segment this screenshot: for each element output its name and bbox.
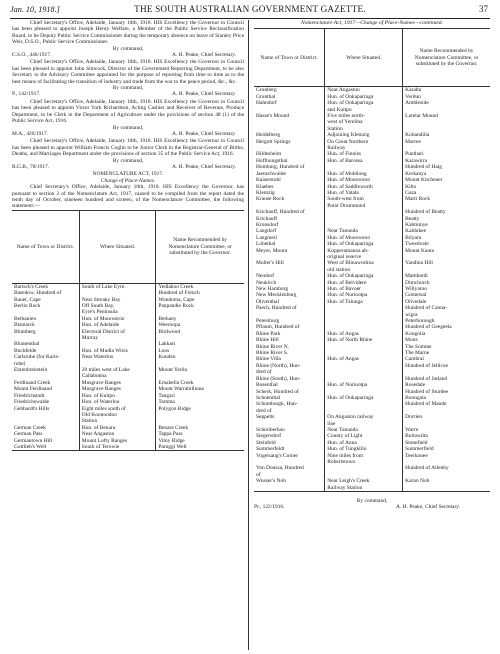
new-name-cell: Dorrien	[403, 414, 490, 420]
column-header-situated: Where Situated.	[325, 29, 403, 87]
situated-cell: Hun. of Moorooroo	[325, 177, 403, 183]
new-name-cell: Yandina Hill	[403, 260, 490, 266]
old-name-cell: Grunthal	[256, 93, 276, 100]
situated-cell: Railway Station	[325, 485, 403, 492]
situated-cell: Eyre's Peninsula	[79, 309, 156, 315]
new-name-cell: The Marne	[403, 350, 490, 356]
old-name-cell: German Pass	[14, 431, 43, 438]
new-name-cell: Benara Creek	[156, 425, 244, 431]
old-name-cell: Grunberg	[256, 87, 277, 94]
notice-reference: M.A., 420/1917.	[12, 130, 49, 137]
new-name-cell: Marree	[403, 139, 490, 145]
old-name-cell: Rhine Park	[256, 330, 281, 337]
new-name-cell: Mount Kauto	[403, 248, 490, 254]
continued-heading: Nomenclature Act, 1917—Change of Place-Names—continued.	[301, 20, 443, 26]
old-name-cell: Ferdinand Creek	[14, 379, 51, 386]
situated-cell: Hun. of Onkaparinga	[325, 100, 403, 106]
old-name-cell: Hasse's Mound	[256, 113, 290, 120]
old-name-cell: Buchfelde	[14, 347, 37, 354]
new-name-cell: Hundred of Geegeela	[403, 324, 490, 330]
old-name-cell: Bartsch's Creek	[14, 283, 49, 290]
closing-reference: Pr., 122/1916.	[254, 504, 285, 511]
new-name-cell: Mons	[403, 337, 490, 343]
old-name-cell: Ehrenbreitstein	[14, 367, 48, 374]
situated-cell: Hun. of Yatala	[325, 190, 403, 196]
new-name-cell: Verdun	[403, 94, 490, 100]
new-name-cell: Hundred of Jellicoe	[403, 363, 490, 369]
old-name-cell: New Hamburg	[256, 286, 289, 292]
situated-cell: Railway	[325, 145, 403, 151]
new-name-cell: Teerkonee	[403, 453, 490, 459]
new-name-cell: Gaza	[403, 190, 490, 196]
situated-cell: Near Tanunda	[325, 228, 403, 234]
new-name-cell: Vimy Ridge	[156, 438, 244, 444]
old-name-cell: Mount Ferdinand	[14, 386, 52, 393]
new-name-cell: Cambrai	[403, 356, 490, 362]
notice-signature	[12, 131, 244, 137]
situated-cell: Station	[79, 418, 156, 424]
old-name-cell: Rhine Hill	[256, 337, 279, 344]
notice-by-command: By command,	[112, 157, 144, 164]
new-name-cell: Larelar Mound	[403, 113, 490, 119]
old-name-cell: Schreiberhau	[256, 426, 285, 433]
old-name-cell: Lobethal	[256, 241, 276, 248]
old-name-cell: Germantown Hill	[14, 437, 53, 444]
situated-cell: Near Angaston	[325, 87, 403, 94]
old-name-cell: Langdorf	[256, 228, 277, 235]
old-name-cell: New Mecklenburg	[256, 292, 297, 299]
new-name-cell: Parnggi Well	[156, 444, 244, 451]
old-name-cell	[254, 485, 325, 492]
new-name-cell: Bilyara	[403, 235, 490, 241]
new-name-cell: Hundred of Sturdee	[403, 389, 490, 395]
old-name-cell: Krichauff	[256, 215, 278, 222]
table-row	[12, 444, 244, 451]
situated-cell: Hun. of Waterloo	[79, 399, 156, 405]
new-name-cell: Willyaroo	[403, 286, 490, 292]
header-page-number: 37	[479, 4, 488, 14]
old-name-cell: Krichauff, Hundred of	[256, 209, 305, 216]
notice-reference: P., 142/1917.	[12, 91, 41, 98]
new-name-cell: Weeroopa	[156, 322, 244, 328]
notice	[12, 99, 244, 137]
situated-cell: South of Terowie	[79, 444, 156, 451]
situated-cell: Robertstown	[325, 459, 403, 465]
column-header-new-name: Name Recommended by Nomenclature Committee, or substituted by the Governor.	[156, 210, 244, 283]
nomenclature-title: NOMENCLATURE ACT, 1917.	[92, 171, 164, 178]
right-column	[254, 20, 490, 511]
new-name-cell: Kobandilla	[403, 132, 490, 138]
old-name-cell: dred of	[256, 407, 272, 414]
old-name-cell: Schomburgk, Hun-	[256, 401, 298, 408]
old-name-cell: Oliventhal	[256, 298, 279, 305]
new-name-cell: Tappa Pass	[156, 431, 244, 437]
new-name-cell: Hundred of Haig	[403, 164, 490, 170]
situated-cell: Hun. of Saddleworth	[325, 184, 403, 190]
situated-cell: west of Yerelina	[325, 119, 403, 125]
old-name-cell: Berlin Rock	[14, 303, 41, 309]
situated-cell: Musgrave Ranges	[79, 380, 156, 386]
new-name-cell: Marti Rock	[403, 196, 490, 202]
new-name-cell: Wondoma, Cape	[156, 297, 244, 303]
old-name-cell: Rhine River N.	[256, 343, 290, 350]
new-name-cell: Ambleside	[403, 100, 490, 106]
new-name-cell: Dimchurch	[403, 280, 490, 286]
notice-signer: A. H. Peake, Chief Secretary.	[172, 163, 236, 170]
situated-cell: Near Waterloo	[79, 354, 156, 360]
notice-signer: A. H. Peake, Chief Secretary.	[172, 52, 236, 59]
situated-cell: Hun. of Onkaparinga	[325, 273, 403, 279]
situated-cell: Callabonna	[79, 373, 156, 379]
old-name-cell: Muller's Hill	[256, 260, 284, 267]
situated-cell: and Kuitpo	[325, 107, 403, 113]
notice-signature	[12, 91, 244, 97]
new-name-cell: Mount Yerila	[156, 367, 244, 373]
situated-cell: Murray	[79, 335, 156, 341]
situated-cell: line	[325, 421, 403, 427]
header-title: THE SOUTH AUSTRALIAN GOVERNMENT GAZETTE.	[134, 4, 366, 14]
closing-signer: A. H. Peake, Chief Secretary.	[396, 504, 460, 511]
new-name-cell: Mount Warrabillinna	[156, 386, 244, 392]
notice-by-command: By command,	[112, 45, 144, 52]
situated-cell: Hun. of Barossa	[325, 158, 403, 164]
old-name-cell: Kronsdorf	[256, 221, 279, 228]
situated-cell: Hun. of Moorooroo	[79, 316, 156, 322]
situated-cell: County of Light	[325, 433, 403, 439]
new-name-cell: Warre	[403, 427, 490, 433]
new-name-cell: Yedlakoo Creek	[156, 283, 244, 290]
new-name-cell: Hundred of Canna-	[403, 305, 490, 311]
new-name-cell: Karalta	[403, 87, 490, 94]
situated-cell: Mount Lofty Ranges	[79, 438, 156, 444]
situated-cell: On Great Northern	[325, 139, 403, 145]
left-column	[12, 20, 244, 451]
old-name-cell: Jaenschwalde	[256, 170, 286, 177]
situated-cell: Hun. of Tungkillo	[325, 446, 403, 452]
column-divider	[248, 20, 249, 650]
notice-text: Chief Secretary's Office, Adelaide, January 10th, 1918. HIS Excellency the Governor in Council has been pleased to appoint William Francis Coglin to be Junior Clerk in the Registrar-General of Births, Deaths, and Marriages Department under the provisions of section 35 of the Public Service Act, 1916.	[12, 138, 244, 158]
old-name-cell: Bismarck	[14, 322, 35, 329]
new-name-cell: Tangari	[156, 393, 244, 399]
situated-cell: Nine miles from	[325, 453, 403, 459]
situated-cell: Adjoining Klemzig	[325, 132, 403, 138]
situated-cell: Hun. of Onkaparinga	[325, 94, 403, 100]
old-name-cell: Carlsruhe (for Karls-	[14, 354, 60, 361]
old-name-cell: Blumenthal	[14, 341, 40, 348]
old-name-cell: Wusser's Nob	[256, 478, 286, 485]
new-name-cell: Lakkari	[156, 341, 244, 347]
new-name-cell: Karawirra	[403, 158, 490, 164]
old-name-cell: Rosenthal	[256, 382, 278, 389]
situated-cell: Hun. of Nuriootpa	[325, 292, 403, 298]
situated-cell: On Angaston railway	[325, 414, 403, 420]
notice-signer: A. H. Peake, Chief Secretary.	[172, 130, 236, 137]
new-name-cell: wigra	[403, 312, 490, 318]
situated-cell: Hun. of Moorooroo	[325, 235, 403, 241]
old-name-cell: Klaebes	[256, 183, 274, 190]
old-name-cell: Schoenthal	[256, 394, 281, 401]
old-name-cell: Seppelts	[256, 414, 275, 421]
situated-cell: South-west from	[325, 196, 403, 202]
old-name-cell: Steinfeld	[256, 439, 276, 446]
situated-cell: Off South Bay,	[79, 303, 156, 309]
situated-cell: original reserve	[325, 254, 403, 260]
situated-cell: Hun. of Mobilong	[325, 171, 403, 177]
new-name-cell: Beatty	[403, 216, 490, 222]
situated-cell: Hun. of Kuitpo	[79, 393, 156, 399]
old-name-cell: Vogelsang's Corner	[256, 452, 299, 459]
old-name-cell: Rhine Villa	[256, 356, 281, 363]
closing-signature	[254, 504, 490, 510]
old-name-cell: Rhine (South), Hun-	[256, 375, 301, 382]
old-name-cell: Langmeil	[256, 234, 277, 241]
old-name-cell: Petersburg	[256, 318, 280, 325]
situated-cell: Station	[325, 126, 403, 132]
old-name-cell: ruhe)	[14, 360, 26, 367]
old-name-cell: Friedrichswalde	[14, 399, 50, 406]
old-name-cell: Rhine River S.	[256, 350, 289, 357]
new-name-cell: Panpandie Rock	[156, 303, 244, 309]
notice-reference: C.S.O., 446/1917.	[12, 52, 52, 59]
old-name-cell: Heidelberg	[256, 132, 281, 139]
place-names-table-left	[12, 210, 244, 452]
old-name-cell: Bethanien	[14, 315, 37, 322]
new-name-cell: Kabminye	[403, 222, 490, 228]
situated-cell: Hun. of Onkaparinga	[325, 241, 403, 247]
situated-cell: Five miles north-	[325, 113, 403, 119]
new-name-cell: Olivedale	[403, 299, 490, 305]
situated-cell: Musgrave Ranges	[79, 386, 156, 392]
old-name-cell: Rhine (North), Hun-	[256, 362, 301, 369]
old-name-cell: Gottlieb's Well	[12, 444, 79, 451]
old-name-cell: Siegersdorf	[256, 433, 282, 440]
new-name-cell: The Somme	[403, 344, 490, 350]
new-name-cell: Mambardi	[403, 273, 490, 279]
old-name-cell: German Creek	[14, 424, 46, 431]
situated-cell: Near Tanunda	[325, 427, 403, 433]
situated-cell: Hun. of Benara	[79, 425, 156, 431]
situated-cell: Hun. of Nuriootpa	[325, 382, 403, 388]
new-name-cell: Kongolia	[403, 331, 490, 337]
new-name-cell: Rosedale	[403, 382, 490, 388]
new-name-cell	[403, 485, 490, 492]
situated-cell: Hun. of Bavoer	[325, 286, 403, 292]
old-name-cell: Krause Rock	[256, 196, 285, 203]
new-name-cell: Karun Nob	[403, 478, 490, 484]
situated-cell: Hun. of Talunga	[325, 299, 403, 305]
old-name-cell: Gebhardt's Hills	[14, 405, 50, 412]
notice-signer: A. H. Peake, Chief Secretary.	[172, 91, 236, 98]
notice	[12, 138, 244, 170]
situated-cell: Hun. of Finniss	[325, 151, 403, 157]
new-name-cell: Tweedvale	[403, 241, 490, 247]
notice-text: Chief Secretary's Office, Adelaide, January 10th, 1918. HIS Excellency the Governor in Council has been pleased to appoint John Simcock, Director of the Government Reporting Department, to be also Secretary to the Advisory Committee appointed for the purpose of reporting from time to time as to the best means of facilitating the transition of industry and trade from the war to the peace period, &c., &c.	[12, 59, 244, 85]
new-name-cell: Birdwood	[156, 329, 244, 335]
old-name-cell: Scherk, Hundred of	[256, 388, 299, 395]
old-name-cell: Homburg, Hundred of	[256, 164, 305, 171]
old-name-cell: Blumberg	[14, 328, 36, 335]
new-name-cell: Punthari	[403, 151, 490, 157]
old-name-cell: Neukirch	[256, 279, 277, 286]
new-name-cell: Kunden	[156, 354, 244, 360]
place-names-table-right	[254, 28, 490, 492]
new-name-cell: Hundred of Beatty	[403, 209, 490, 215]
situated-cell: Point Drummond	[325, 203, 403, 209]
header-rule	[10, 18, 490, 19]
old-name-cell: Kaiserstuhl	[256, 177, 281, 184]
table-row	[254, 87, 490, 94]
old-name-cell: Von Doussa, Hundred	[256, 465, 304, 472]
situated-cell: Old Koonoodoo	[79, 412, 156, 418]
notice-text: Chief Secretary's Office, Adelaide, January 10th, 1918. HIS Excellency the Governor in Council has been pleased to appoint Joseph Henry Welfare, a Member of the Public Service Reclassification Board, to be Deputy Public Service Commissioner during the temporary absence on leave of Stanley Price Weir, D.S.O., Public Service Commissioner.	[12, 20, 244, 46]
situated-cell: South of Lake Eyre.	[79, 283, 156, 290]
situated-cell: Hun. of Angas	[325, 331, 403, 337]
situated-cell: Hun. of Onkaparinga	[325, 395, 403, 401]
new-name-cell: Kilto	[403, 184, 490, 190]
old-name-cell: Meyer, Mount	[256, 247, 288, 254]
nomenclature-intro: Chief Secretary's Office, Adelaide, January 10th, 1918. HIS Excellency the Governor, has pursuant to section 2 of the Nomenclature Act, 1917, caused to be compiled from the report dated the tenth day of October, nineteen hundred and sixteen, of the Nomenclature Committee, the following statement:—	[12, 184, 244, 210]
notice-by-command: By command,	[112, 85, 144, 92]
old-name-cell: Paech, Hundred of	[256, 305, 297, 312]
notice	[12, 59, 244, 97]
situated-cell: Hun. of Angas	[325, 356, 403, 362]
old-name-cell: Klemzig	[256, 189, 275, 196]
table-row	[12, 283, 244, 290]
new-name-cell: Hundred of Maude	[403, 401, 490, 407]
notice-signature	[12, 52, 244, 58]
situated-cell: West of Blinawortina	[325, 260, 403, 266]
column-header-old-name: Name of Town or District.	[254, 29, 325, 87]
notice-by-command: By command,	[112, 124, 144, 131]
closing-by-command: By command,	[356, 498, 388, 504]
old-name-cell: Hoffnungsthal	[256, 157, 288, 164]
notices	[12, 20, 244, 170]
new-name-cell: Gomersal	[403, 292, 490, 298]
situated-cell: Electoral District of	[79, 329, 156, 335]
new-name-cell: Kerkanya	[403, 171, 490, 177]
new-name-cell: Ernabella Creek	[156, 380, 244, 386]
situated-cell: Eight miles south of	[79, 406, 156, 412]
notice-text: Chief Secretary's Office, Adelaide, January 10th, 1918. HIS Excellency the Governor in Council has been pleased to appoint Victor York Richardson, Acting Cashier and Receiver of Revenue, Produce Department, to be Clerk in the Department of Agriculture under the provisions of section 48 (1) of the Public Service Act, 1916.	[12, 98, 244, 125]
column-header-old-name: Name of Town or District.	[12, 210, 79, 283]
old-name-cell: Hergott Springs	[256, 138, 291, 145]
new-name-cell: Loos	[156, 348, 244, 354]
new-name-cell: Summerfield	[403, 446, 490, 452]
situated-cell: Kopperamanna ab-	[325, 248, 403, 254]
old-name-cell: Neudorf	[256, 273, 275, 280]
nomenclature-subtitle: Change of Place-Names.	[100, 177, 156, 184]
running-header	[10, 3, 490, 17]
situated-cell: Hun. of Anna	[325, 440, 403, 446]
situated-cell: Hun. of North Rhine	[325, 337, 403, 343]
new-name-cell: Hundred of French	[156, 290, 244, 296]
situated-cell: Near Leigh's Creek	[325, 478, 403, 484]
old-name-cell: dred of	[256, 369, 272, 376]
notice-signature	[12, 164, 244, 170]
old-name-cell: Hildesheim	[256, 151, 282, 158]
new-name-cell: Polygon Ridge	[156, 406, 244, 412]
new-name-cell: Mount Kitchener	[403, 177, 490, 183]
old-name-cell: Basedow, Hundred of	[14, 290, 62, 297]
situated-cell: Near Angaston	[79, 431, 156, 437]
old-name-cell: Hahndorf	[256, 100, 277, 107]
header-date: Jan. 10, 1918.]	[10, 5, 60, 14]
situated-cell: Hun. of Mudla Wirra	[79, 348, 156, 354]
new-name-cell: Bultawilta	[403, 433, 490, 439]
old-name-cell: Summerfeldt	[256, 446, 285, 453]
column-header-new-name: Name Recommended by Nomenclature Committee, or substituted by the Governor.	[403, 29, 490, 87]
old-name-cell: Bauer, Cape	[14, 296, 41, 303]
old-name-cell: Friedrichstadt	[14, 392, 45, 399]
new-name-cell: Peterborough	[403, 318, 490, 324]
table-row	[254, 485, 490, 492]
column-header-situated: Where Situated.	[79, 210, 156, 283]
new-name-cell: Hundred of Allenby	[403, 465, 490, 471]
notice	[12, 20, 244, 58]
situated-cell: old station	[325, 267, 403, 273]
situated-cell: Hun. of Belvidere	[325, 280, 403, 286]
old-name-cell: Pflaum, Hundred of	[256, 324, 300, 331]
notice-reference: R.G.B., 78/1917.	[12, 163, 50, 170]
new-name-cell: Boongala	[403, 395, 490, 401]
situated-cell: Hun. of Adelaide	[79, 322, 156, 328]
new-name-cell: Stonefield	[403, 440, 490, 446]
new-name-cell: Kaldukee	[403, 228, 490, 234]
situated-cell: Near Streaky Bay	[79, 297, 156, 303]
new-name-cell: Hundred of Jutland	[403, 376, 490, 382]
new-name-cell: Tarnma	[156, 399, 244, 405]
old-name-cell: of	[256, 471, 261, 478]
situated-cell: 20 miles west of Lake	[79, 367, 156, 373]
new-name-cell: Bethany	[156, 316, 244, 322]
